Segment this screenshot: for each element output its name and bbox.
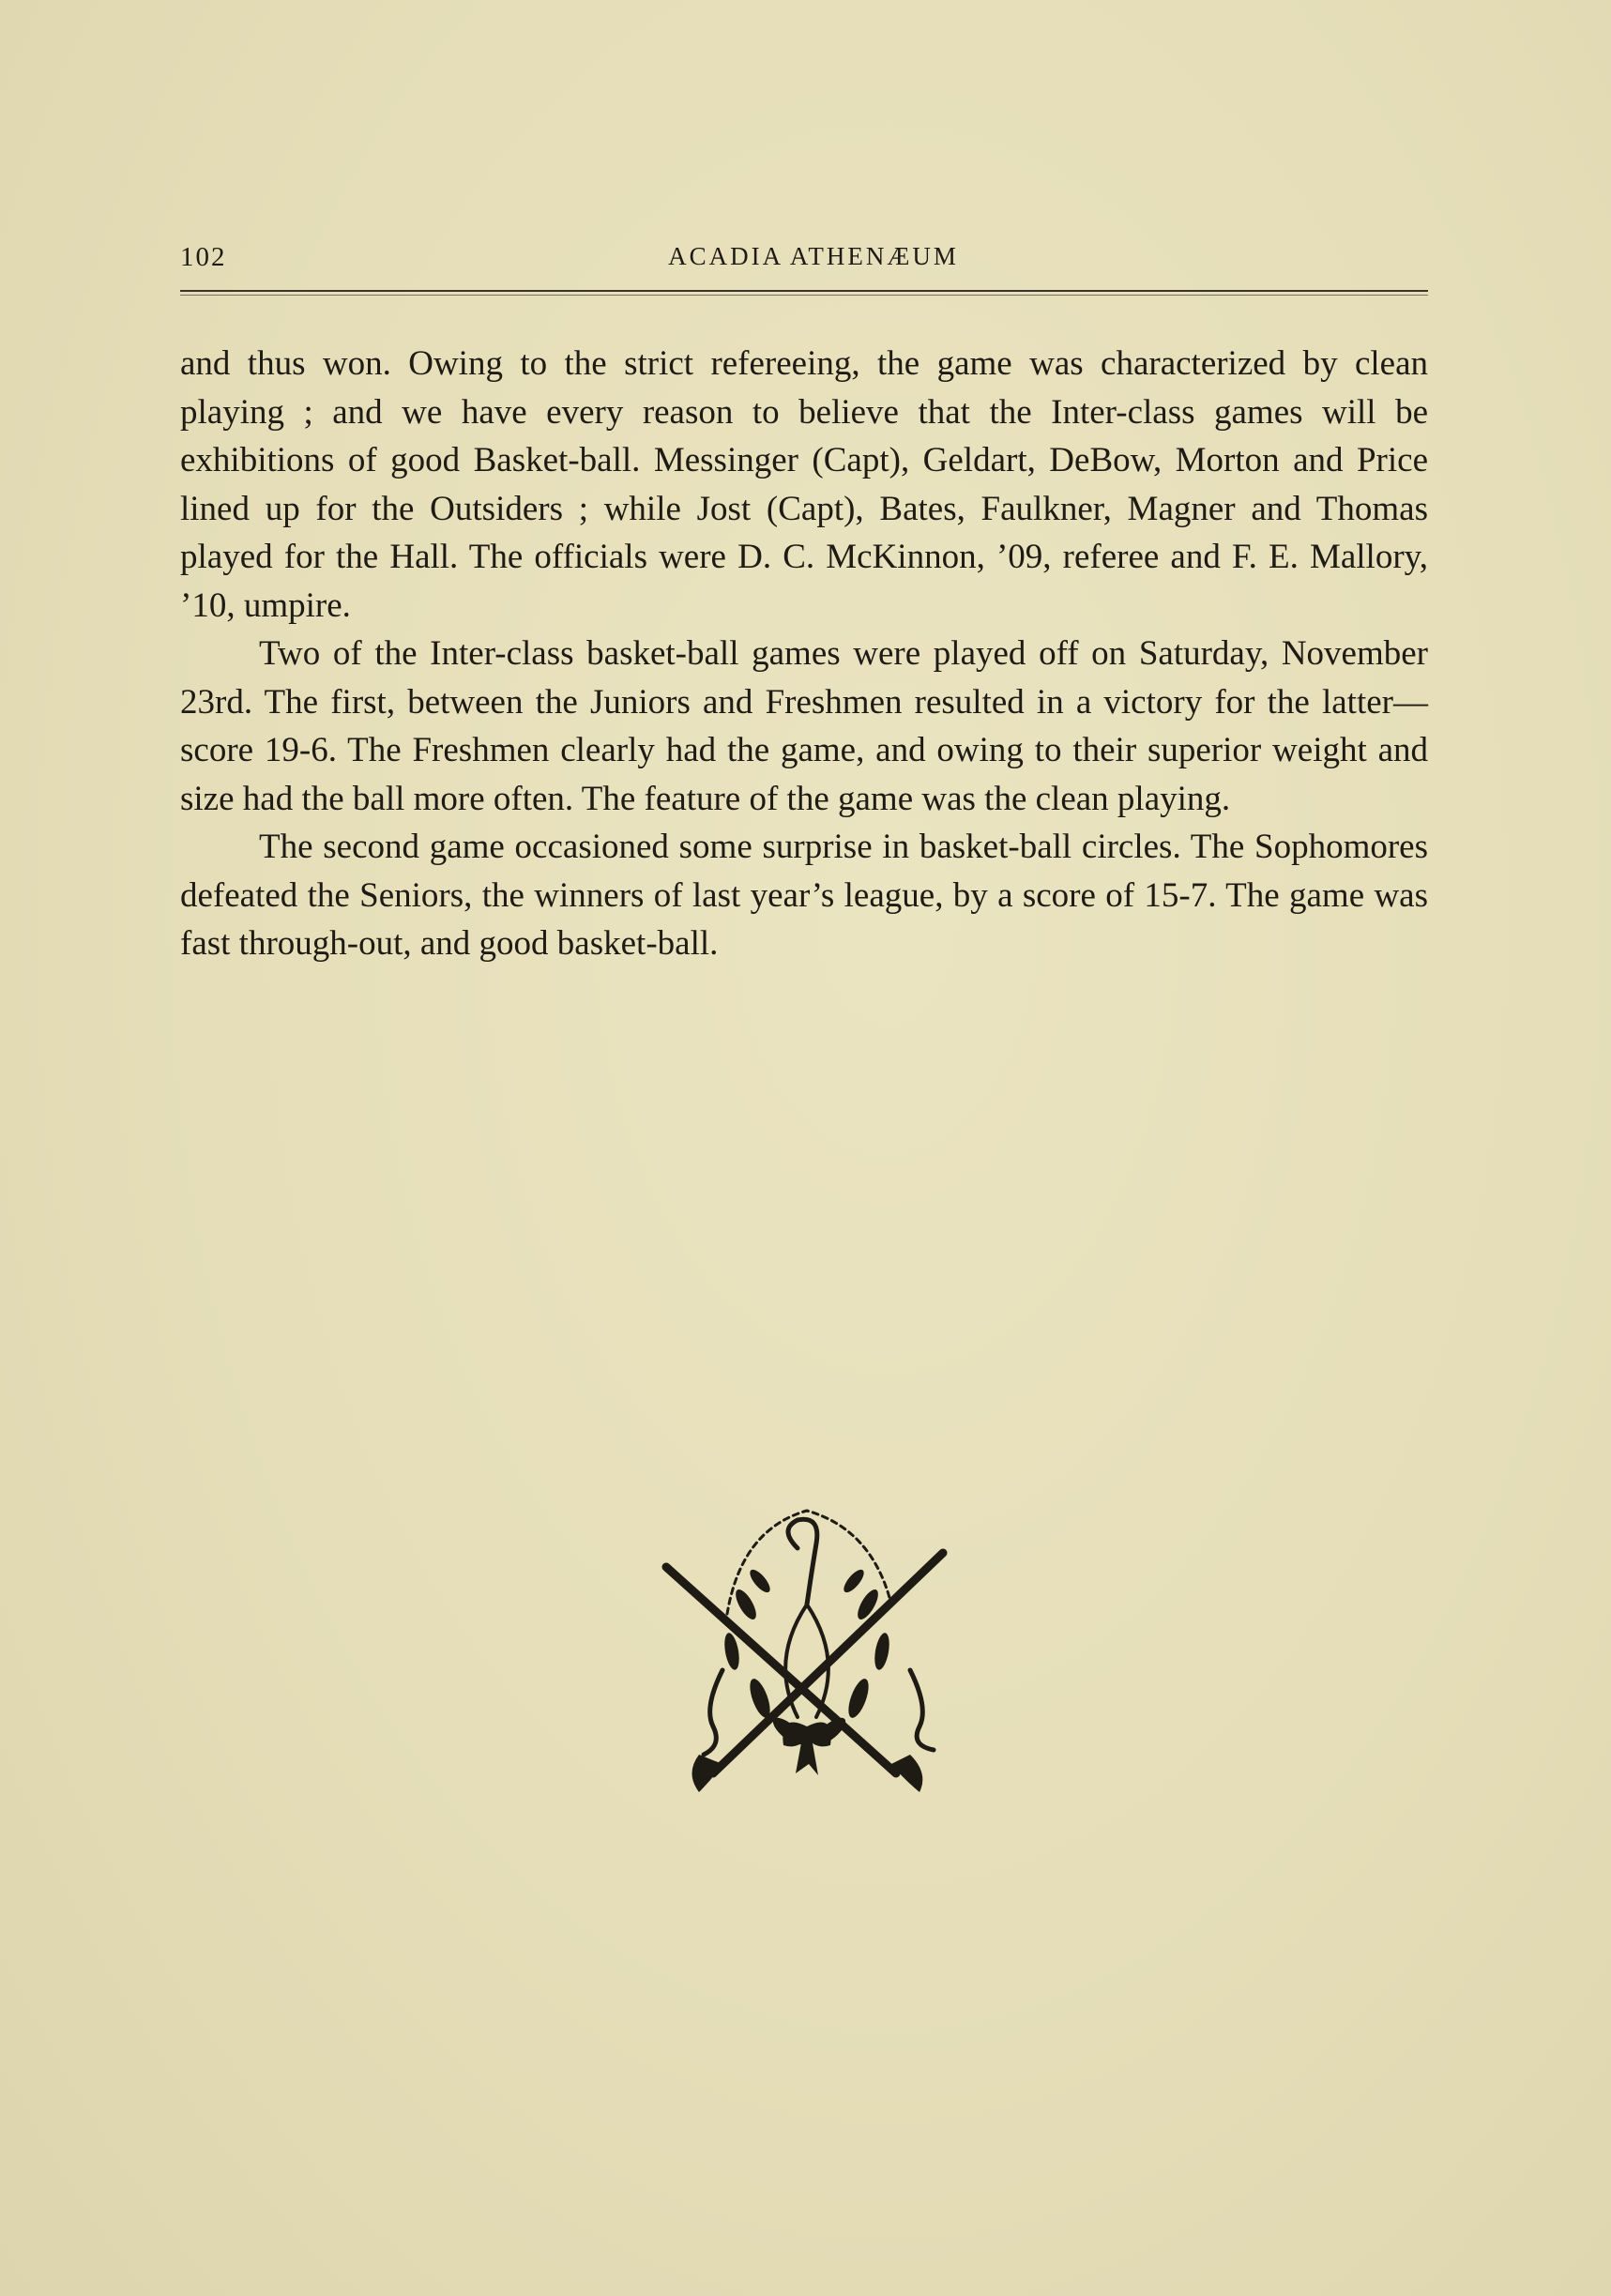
paragraph-continuation: and thus won. Owing to the strict refereeing, the game was characterized by clean playing ; and we have every reason to believe that the Inter-class games will be exhibitions of good Basket-ball. Messinger (Capt), Geldart, DeBow, Morton and Price lined up for the Outsiders ; while Jost (Capt), Bates, Faulkner, Magner and Thomas played for the Hall. The officials were D. C. McKinnon, ’09, referee and F. E. Mallory, ’10, umpire. (180, 344, 1428, 625)
header-rule-thin (180, 295, 1428, 296)
paragraph-first-game: Two of the Inter-class basket-ball games were played off on Saturday, November 23rd. The first, between the Juniors and Freshmen resulted in a victory for the latter—score 19-6. The Freshmen clearly had the game, and owing to their superior weight and size had the ball more often. The feature of the game was the clean playing. (180, 634, 1428, 818)
article-body (180, 340, 1428, 968)
page-number: 102 (180, 242, 227, 272)
paragraph-second-game: The second game occasioned some surprise in basket-ball circles. The Sophomores defeated the Seniors, the winners of last year’s league, by a score of 15-7. The game was fast through-out, and good basket-ball. (180, 828, 1428, 963)
page-header (180, 242, 1428, 280)
crossed-torches-wreath-ornament (657, 1492, 957, 1811)
header-rule (180, 290, 1428, 292)
running-head: ACADIA ATHENÆUM (668, 242, 959, 270)
